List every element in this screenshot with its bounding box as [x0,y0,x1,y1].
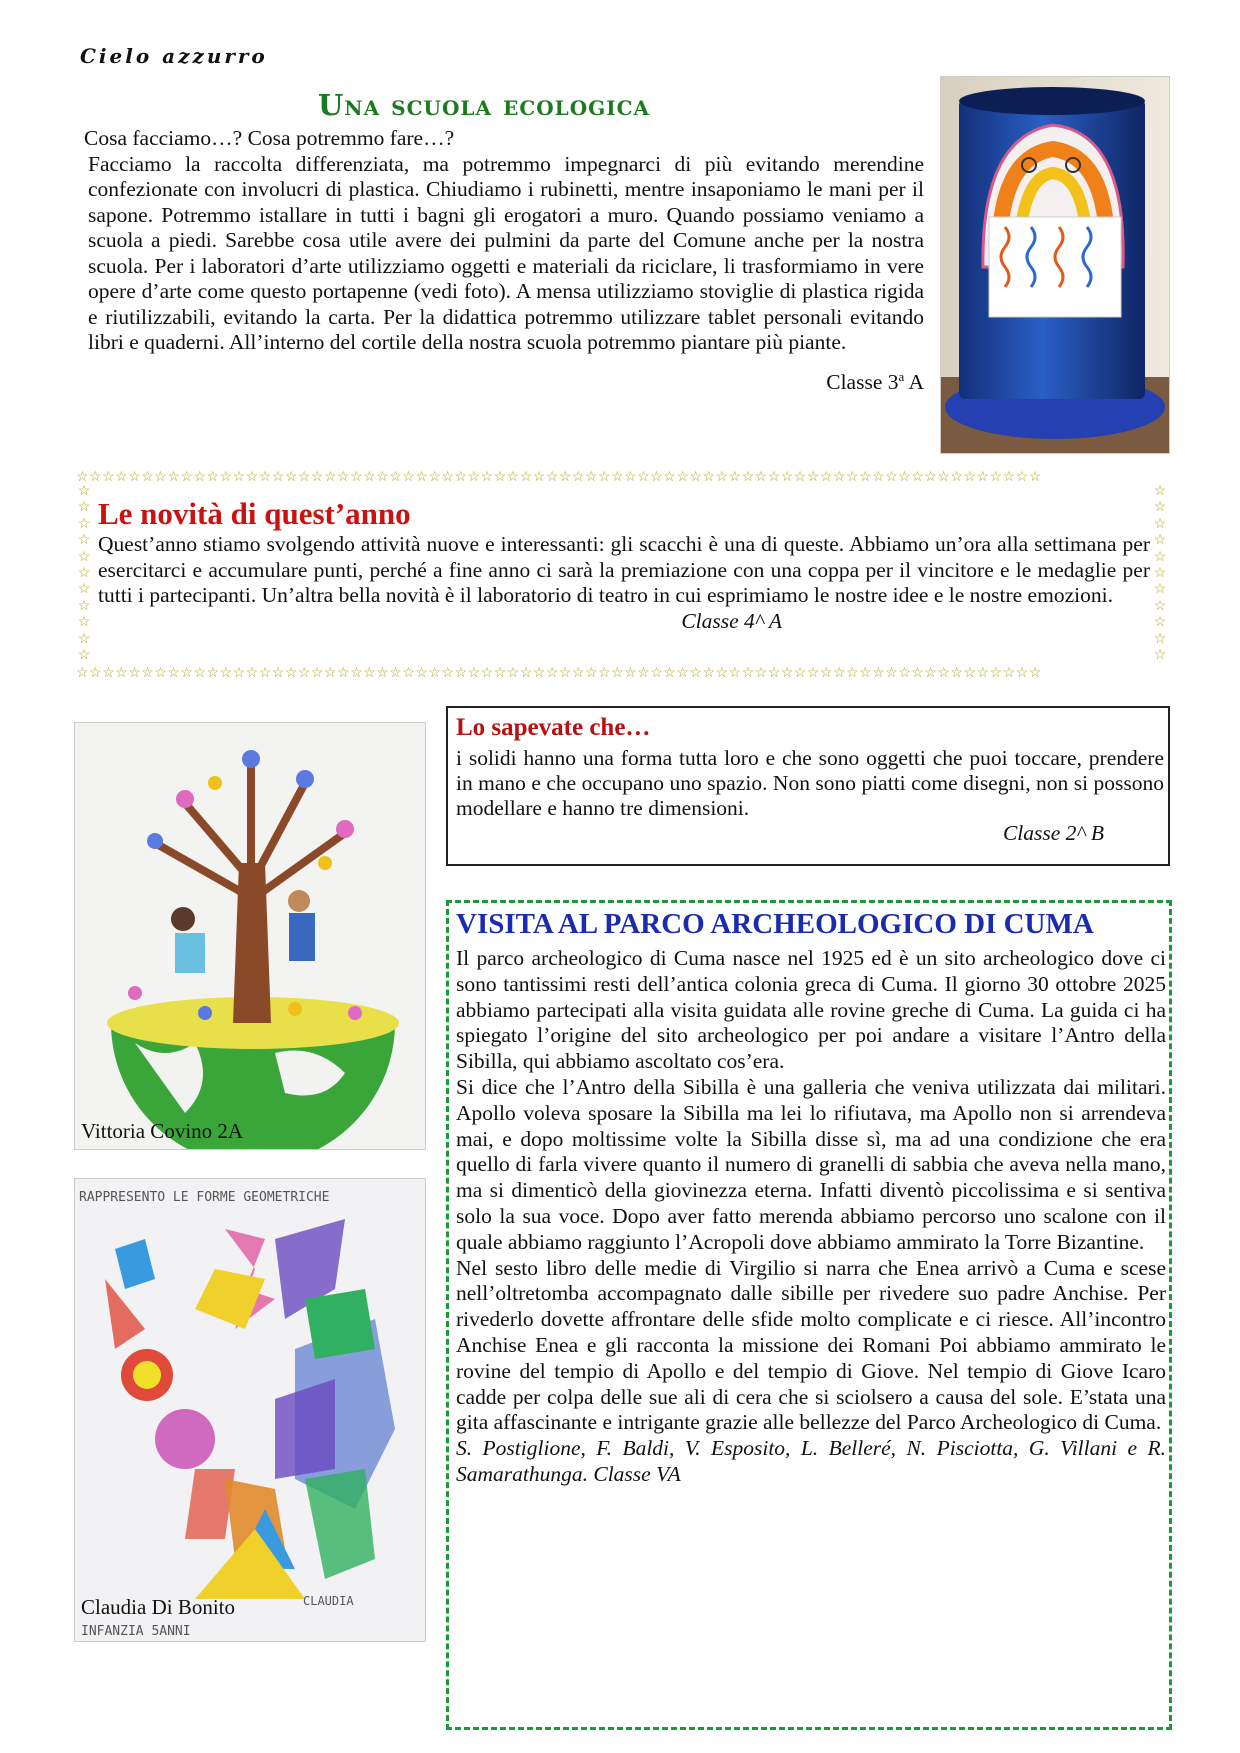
drawing2-caption: Claudia Di Bonito [81,1595,235,1619]
visita-signature: S. Postiglione, F. Baldi, V. Esposito, L. Belleré, N. Pisciotta, G. Villani e R. Samarathunga. Classe VA [456,1436,1166,1486]
visita-body [456,946,1166,1488]
sapevate-body [456,746,1164,846]
eco-article-body [84,126,924,395]
drawing2-name-text: CLAUDIA [303,1594,354,1608]
eco-article-title: Una scuola ecologica [318,88,651,122]
drawing2-bottom-text: INFANZIA 5ANNI [81,1624,191,1639]
novita-body [98,532,1150,634]
geometric-shapes-drawing [74,1178,426,1642]
visita-paragraph-2: Si dice che l’Antro della Sibilla è una galleria che veniva utilizzata dai militari. Apollo voleva sposare la Sibilla ma lei lo rifiutava, ma Apollo non si arrendeva mai, e dopo moltissime volte la Sibilla disse sì, ma ad una condizione che era quello di farla vivere quanto il numero di granelli di sabbia che aveva nella mano, ma si dimenticò della giovinezza eterna. Infatti diventò piccolissima e si sentiva solo la sua voce. Dopo aver fatto merenda abbiamo percorso uno scalone con il quale abbiamo raggiunto l’Acropoli dove abbiamo ammirato la Torre Bizantine. [456,1074,1166,1254]
visita-paragraph-3: Nel sesto libro delle medie di Virgilio si narra che Enea arrivò a Cuma e scese nell’oltretomba accompagnato dalle sibille per rivedere suo padre Anchise. Per rivederlo dovette affrontare delle sfide molto complicate e ci riesce. All’incontro Anchise Enea e gli racconta la missione dei Romani Poi abbiamo ammirato le rovine del tempio di Apollo e del tempio di Giove. Nel tempio di Giove Icaro cadde per colpa delle sue ali di cera che si sciolsero a causa del sole. E’stata una gita affascinante e intrigante grazie alle bellezze del Parco Archeologico di Cuma. [456,1255,1166,1435]
newsletter-title: Cielo azzurro [80,44,268,68]
tree-world-drawing [74,722,426,1150]
star-border-top: ☆☆☆☆☆☆☆☆☆☆☆☆☆☆☆☆☆☆☆☆☆☆☆☆☆☆☆☆☆☆☆☆☆☆☆☆☆☆☆☆☆☆☆☆☆☆☆☆☆☆☆☆☆☆☆☆☆☆☆☆☆☆☆☆☆☆☆☆☆☆☆☆☆☆ [76,470,1042,485]
star-border-bottom: ☆☆☆☆☆☆☆☆☆☆☆☆☆☆☆☆☆☆☆☆☆☆☆☆☆☆☆☆☆☆☆☆☆☆☆☆☆☆☆☆☆☆☆☆☆☆☆☆☆☆☆☆☆☆☆☆☆☆☆☆☆☆☆☆☆☆☆☆☆☆☆☆☆☆ [76,666,1042,681]
visita-title: VISITA AL PARCO ARCHEOLOGICO DI CUMA [456,908,1094,940]
novita-signature: Classe 4^ A [681,608,782,633]
visita-paragraph-1: Il parco archeologico di Cuma nasce nel 1925 ed è un sito archeologico dove ci sono tantissimi resti dell’antica colonia greca di Cuma. Il giorno 30 ottobre 2025 abbiamo partecipati alla visita guidata alle rovine greche di Cuma. La guida ci ha spiegato l’origine del sito archeologico per poi andare a visitare l’Antro della Sibilla, qui abbiamo ascoltato cos’era. [456,946,1166,1074]
eco-paragraph: Facciamo la raccolta differenziata, ma potremmo impegnarci di più evitando merendine confezionate con involucri di plastica. Chiudiamo i rubinetti, mentre insaponiamo le mani per il sapone. Potremmo istallare in tutti i bagni gli erogatori a muro. Quando possiamo veniamo a scuola a piedi. Sarebbe cosa utile avere dei pulmini da parte del Comune anche per la nostra scuola. Per i laboratori d’arte utilizziamo oggetti e materiali da riciclare, li trasformiamo in vere opere d’arte come questo portapenne (vedi foto). A mensa utilizziamo stoviglie di plastica rigida e riutilizzabili, evitando la carta. Per la didattica potremmo utilizzare tablet personali evitando libri e quaderni. All’interno del cortile della nostra scuola potremmo piantare più piante. [88,151,924,354]
sapevate-paragraph: i solidi hanno una forma tutta loro e che sono oggetti che puoi toccare, prendere in mano e che occupano uno spazio. Non sono piatti come disegni, non si possono modellare e hanno tre dimensioni. [456,746,1164,820]
eco-question: Cosa facciamo…? Cosa potremmo fare…? [84,126,455,150]
drawing1-caption: Vittoria Covino 2A [81,1119,244,1143]
novita-title: Le novità di quest’anno [98,496,411,531]
novita-paragraph: Quest’anno stiamo svolgendo attività nuove e interessanti: gli scacchi è una di queste. Abbiamo un’ora alla settimana per esercitarci e accumulare punti, perché a fine anno ci sarà la premiazione con una coppa per il vincitore e le medaglie per tutti i partecipanti. Un’altra bella novità è il laboratorio di teatro in cui esprimiamo le nostre idee e le nostre emozioni. [98,532,1150,607]
sapevate-title: Lo sapevate che… [456,714,651,741]
star-border-right: ☆ ☆ ☆ ☆ ☆ ☆ ☆ ☆ ☆ ☆ ☆ [1153,484,1167,664]
sapevate-signature: Classe 2^ B [1002,821,1104,845]
drawing2-header-text: RAPPRESENTO LE FORME GEOMETRICHE [79,1190,330,1205]
pen-holder-photo [940,76,1170,454]
eco-signature: Classe 3$^a$ A [826,368,924,394]
star-border-left: ☆ ☆ ☆ ☆ ☆ ☆ ☆ ☆ ☆ ☆ ☆ [77,484,91,664]
